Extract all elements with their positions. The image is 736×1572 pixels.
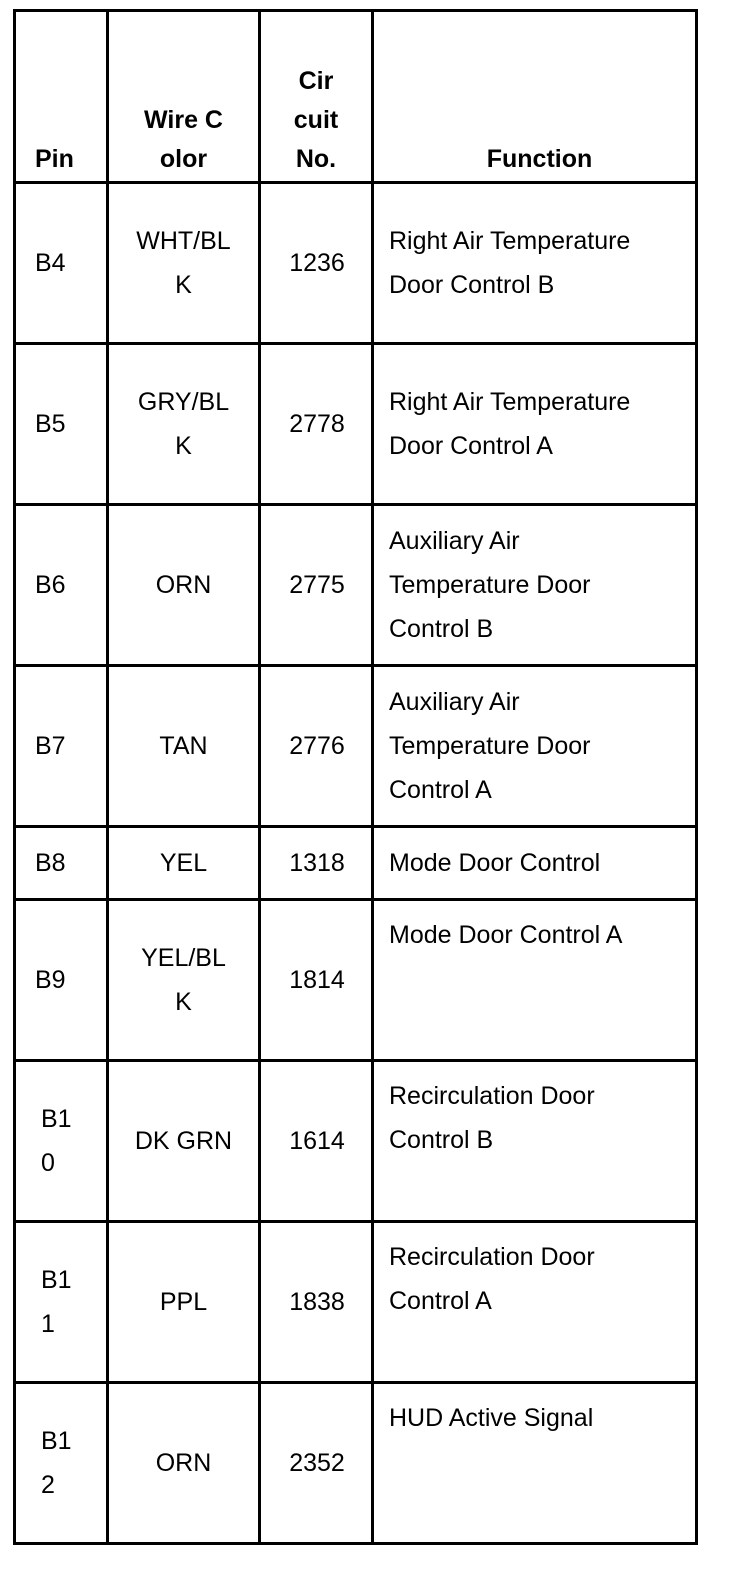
pin-cell: B4 bbox=[15, 183, 108, 344]
wire-color-value: YEL/BLK bbox=[141, 944, 226, 1016]
header-wire-color-label: Wire Color bbox=[144, 106, 223, 173]
function-cell bbox=[373, 1222, 697, 1383]
circuit-cell: 2776 bbox=[260, 666, 373, 827]
wire-color-cell bbox=[108, 505, 260, 666]
wire-color-cell bbox=[108, 1061, 260, 1222]
table-row bbox=[15, 666, 697, 827]
circuit-cell: 1236 bbox=[260, 183, 373, 344]
wire-color-cell bbox=[108, 666, 260, 827]
table-row bbox=[15, 183, 697, 344]
table-row bbox=[15, 900, 697, 1061]
function-value: Recirculation Door Control B bbox=[389, 1082, 595, 1154]
header-circuit-number bbox=[260, 11, 373, 183]
function-cell bbox=[373, 344, 697, 505]
pin-cell: B7 bbox=[15, 666, 108, 827]
table-row bbox=[15, 505, 697, 666]
wire-color-value: DK GRN bbox=[134, 1127, 233, 1155]
pin-function-table bbox=[13, 9, 698, 1545]
circuit-cell: 1814 bbox=[260, 900, 373, 1061]
pin-cell: B5 bbox=[15, 344, 108, 505]
pin-cell bbox=[15, 1061, 108, 1222]
function-cell bbox=[373, 1383, 697, 1544]
circuit-cell: 1614 bbox=[260, 1061, 373, 1222]
function-value: HUD Active Signal bbox=[389, 1404, 594, 1432]
header-circuit-line2: cuit bbox=[293, 106, 339, 134]
function-value: Mode Door Control A bbox=[389, 921, 623, 949]
table-row bbox=[15, 1061, 697, 1222]
circuit-cell: 2778 bbox=[260, 344, 373, 505]
header-wire-color bbox=[108, 11, 260, 183]
function-value: Auxiliary Air Temperature Door Control B bbox=[389, 527, 591, 643]
circuit-cell: 2352 bbox=[260, 1383, 373, 1544]
wire-color-value: ORN bbox=[155, 1449, 212, 1477]
wire-color-value: PPL bbox=[159, 1288, 208, 1316]
wire-color-value: ORN bbox=[155, 571, 212, 599]
function-cell bbox=[373, 1061, 697, 1222]
function-value: Mode Door Control bbox=[389, 849, 601, 877]
header-pin: Pin bbox=[15, 11, 108, 183]
function-cell bbox=[373, 900, 697, 1061]
pin-cell bbox=[15, 1383, 108, 1544]
wire-color-cell bbox=[108, 900, 260, 1061]
pin-cell: B9 bbox=[15, 900, 108, 1061]
wire-color-cell bbox=[108, 827, 260, 900]
table-row bbox=[15, 827, 697, 900]
header-circuit-line3: No. bbox=[295, 145, 337, 173]
table-row bbox=[15, 1222, 697, 1383]
wire-color-value: YEL bbox=[159, 849, 208, 877]
wire-color-cell bbox=[108, 1222, 260, 1383]
pin-value: B10 bbox=[41, 1105, 72, 1177]
table-row bbox=[15, 344, 697, 505]
function-cell bbox=[373, 505, 697, 666]
circuit-cell: 1838 bbox=[260, 1222, 373, 1383]
function-value: Recirculation Door Control A bbox=[389, 1243, 595, 1315]
table-row bbox=[15, 1383, 697, 1544]
wire-color-value: GRY/BLK bbox=[137, 388, 230, 460]
function-cell bbox=[373, 183, 697, 344]
function-value: Right Air Temperature Door Control A bbox=[389, 388, 631, 460]
pin-value: B11 bbox=[41, 1266, 72, 1338]
wire-color-cell bbox=[108, 1383, 260, 1544]
circuit-cell: 1318 bbox=[260, 827, 373, 900]
function-cell bbox=[373, 827, 697, 900]
pin-value: B12 bbox=[41, 1427, 72, 1499]
wire-color-value: WHT/BLK bbox=[136, 227, 231, 299]
header-function: Function bbox=[373, 11, 697, 183]
function-value: Auxiliary Air Temperature Door Control A bbox=[389, 688, 591, 804]
wire-color-cell bbox=[108, 344, 260, 505]
wire-color-value: TAN bbox=[159, 732, 208, 760]
header-row bbox=[15, 11, 697, 183]
function-cell bbox=[373, 666, 697, 827]
pin-cell: B6 bbox=[15, 505, 108, 666]
pin-cell bbox=[15, 1222, 108, 1383]
header-circuit-line1: Cir bbox=[298, 67, 334, 95]
function-value: Right Air Temperature Door Control B bbox=[389, 227, 631, 299]
pin-cell: B8 bbox=[15, 827, 108, 900]
wire-color-cell bbox=[108, 183, 260, 344]
circuit-cell: 2775 bbox=[260, 505, 373, 666]
